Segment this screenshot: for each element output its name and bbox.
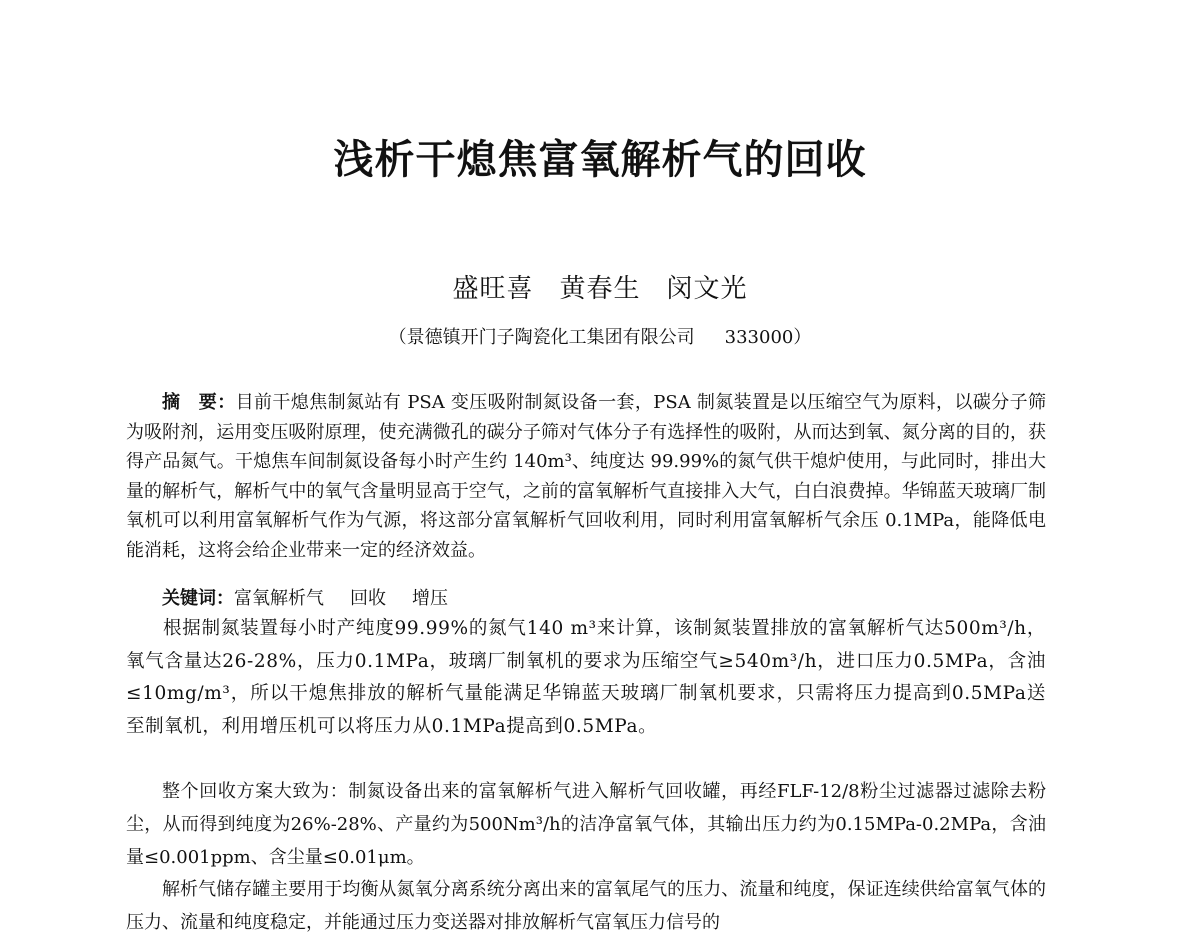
abstract-label: 摘 要： [162,392,236,413]
abstract [126,388,1046,565]
affiliation-org: （景德镇开门子陶瓷化工集团有限公司 [388,327,695,348]
author-name: 黄春生 [559,274,641,304]
body-paragraph: 根据制氮装置每小时产纯度99.99%的氮气140 m³来计算，该制氮装置排放的富氧解析气达500m³/h，氧气含量达26-28%，压力0.1MPa，玻璃厂制氧机的要求为压缩空气≥540m³/h，进口压力0.5MPa，含油≤10mg/m³，所以干熄焦排放的解析气量能满足华锦蓝天玻璃厂制氧机要求，只需将压力提高到0.5MPa送至制氧机，利用增压机可以将压力从0.1MPa提高到0.5MPa。 [126,618,1046,737]
abstract-text: 目前干熄焦制氮站有 PSA 变压吸附制氮设备一套，PSA 制氮装置是以压缩空气为原料，以碳分子筛为吸附剂，运用变压吸附原理，使充满微孔的碳分子筛对气体分子有选择性的吸附，从而达到氧、氮分离的目的，获得产品氮气。干熄焦车间制氮设备每小时产生约 140m³、纯度达 99.99%的氮气供干熄炉使用，与此同时，排出大量的解析气，解析气中的氧气含量明显高于空气，之前的富氧解析气直接排入大气，白白浪费掉。华锦蓝天玻璃厂制氧机可以利用富氧解析气作为气源，将这部分富氧解析气回收利用，同时利用富氧解析气余压 0.1MPa，能降低电能消耗，这将会给企业带来一定的经济效益。 [126,392,1047,561]
keywords [126,584,1046,613]
author-list [0,268,1200,305]
keyword: 富氧解析气 [234,588,324,609]
affiliation-postcode: 333000） [724,327,812,348]
paper-title: 浅析干熄焦富氧解析气的回收 [333,137,867,183]
body-paragraph: 解析气储存罐主要用于均衡从氮氧分离系统分离出来的富氧尾气的压力、流量和纯度，保证连续供给富氧气体的压力、流量和纯度稳定，并能通过压力变送器对排放解析气富氧压力信号的 [126,879,1046,933]
author-name: 闵文光 [666,274,748,304]
author-name: 盛旺喜 [452,274,534,304]
keyword: 增压 [412,588,448,609]
keyword: 回收 [350,588,386,609]
affiliation [0,323,1200,349]
body-paragraph: 整个回收方案大致为：制氮设备出来的富氧解析气进入解析气回收罐，再经FLF-12/8粉尘过滤器过滤除去粉尘，从而得到纯度为26%-28%、产量约为500Nm³/h的洁净富氧气体，其输出压力约为0.15MPa-0.2MPa，含油量≤0.001ppm、含尘量≤0.01μm。 [126,781,1046,868]
keywords-label: 关键词： [162,588,234,609]
